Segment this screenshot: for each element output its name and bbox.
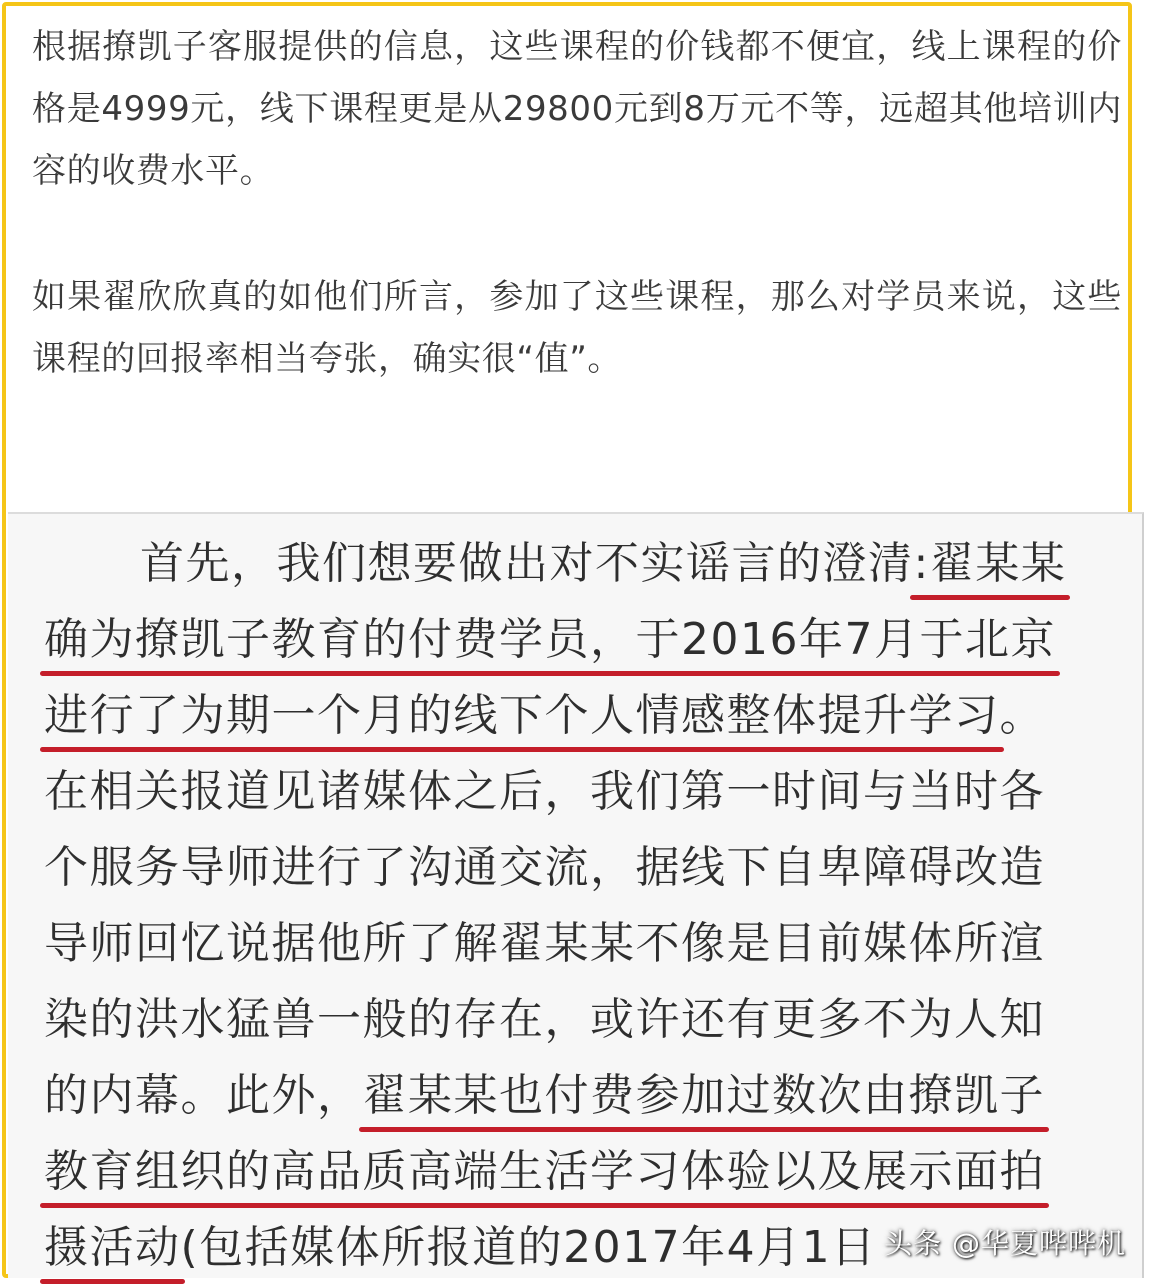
source-watermark: 头条 @华夏哔哔机 xyxy=(884,1227,1126,1260)
top-article-excerpt xyxy=(8,6,1126,508)
statement-line: 进行了为期一个月的线下个人情感整体提升学习。 xyxy=(44,678,1124,754)
top-paragraph-2: 如果翟欣欣真的如他们所言，参加了这些课程，那么对学员来说，这些课程的回报率相当夸张，确实很“值”。 xyxy=(32,277,1122,379)
statement-line: 的内幕。此外，翟某某也付费参加过数次由撩凯子 xyxy=(44,1058,1124,1134)
underlined-text: 确为撩凯子教育的付费学员，于2016年7月于北京 xyxy=(44,602,1056,678)
underlined-text: 摄活动 xyxy=(44,1210,181,1286)
statement-line: 在相关报道见诸媒体之后，我们第一时间与当时各 xyxy=(44,766,1045,817)
statement-line xyxy=(44,1134,1124,1210)
underlined-text: :翟某某 xyxy=(914,526,1067,602)
statement-line: 导师回忆说据他所了解翟某某不像是目前媒体所渲 xyxy=(44,918,1045,969)
statement-line: 个服务导师进行了沟通交流，据线下自卑障碍改造 xyxy=(44,842,1045,893)
underlined-text: 翟某某也付费参加过数次由撩凯子 xyxy=(363,1058,1046,1134)
statement-screenshot xyxy=(8,512,1144,1278)
statement-line: 首先，我们想要做出对不实谣言的澄清:翟某某 xyxy=(44,526,1152,602)
statement-line xyxy=(44,602,1124,678)
top-paragraph-1: 根据撩凯子客服提供的信息，这些课程的价钱都不便宜，线上课程的价格是4999元，线下课程更是从29800元到8万元不等，远超其他培训内容的收费水平。 xyxy=(32,27,1122,191)
underlined-text: 进行了为期一个月的线下个人情感整体提升学习 xyxy=(44,678,1000,754)
statement-line: 摄活动(包括媒体所报道的2017年4月1日 xyxy=(44,1210,1124,1286)
underlined-text: 教育组织的高品质高端生活学习体验以及展示面拍 xyxy=(44,1134,1045,1210)
statement-line: 染的洪水猛兽一般的存在，或许还有更多不为人知 xyxy=(44,994,1045,1045)
